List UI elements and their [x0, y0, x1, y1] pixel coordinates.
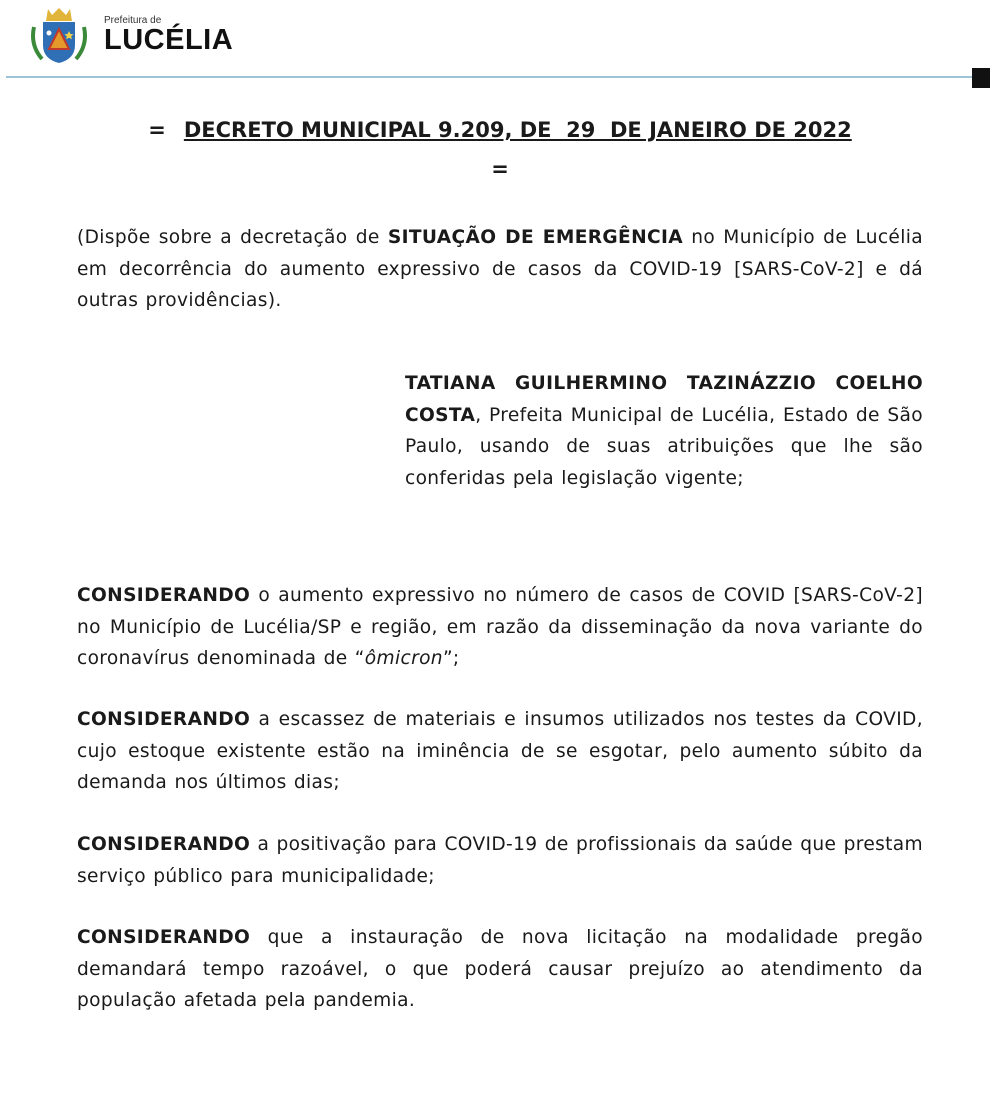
considerando-3: CONSIDERANDO a positivação para COVID-19 de profissionais da saúde que prestam serviço público para municipalidade; — [77, 834, 923, 887]
decree-summary: (Dispõe sobre a decretação de SITUAÇÃO DE EMERGÊNCIA no Município de Lucélia em decorrência do aumento expressivo de casos da COVID-19 [SARS-CoV-2] e dá outras providências). — [77, 227, 923, 311]
decree-title-suffix: = — [491, 157, 509, 181]
brand-name: LUCÉLIA — [104, 23, 234, 56]
signatory-name: TATIANA GUILHERMINO TAZINÁZZIO COELHO COSTA — [405, 373, 923, 426]
header-divider — [6, 76, 972, 78]
decree-title-text: DECRETO MUNICIPAL 9.209, DE 29 DE JANEIRO DE 2022 — [183, 118, 852, 142]
signatory-paragraph: TATIANA GUILHERMINO TAZINÁZZIO COELHO COSTA, Prefeita Municipal de Lucélia, Estado de São Paulo, usando de suas atribuições que lhe são conferidas pela legislação vigente; — [405, 373, 923, 489]
decree-title: = DECRETO MUNICIPAL 9.209, DE 29 DE JANEIRO DE 2022 — [148, 118, 852, 142]
municipal-crest-logo — [28, 5, 90, 65]
considerando-4: CONSIDERANDO que a instauração de nova licitação na modalidade pregão demandará tempo razoável, o que poderá causar prejuízo ao atendimento da população afetada pela pandemia. — [77, 927, 923, 1011]
considerando-1: CONSIDERANDO o aumento expressivo no número de casos de COVID [SARS-CoV-2] no Município de Lucélia/SP e região, em razão da disseminação da nova variante do coronavírus denominada de “ômicron”; — [77, 585, 923, 669]
considerando-2: CONSIDERANDO a escassez de materiais e insumos utilizados nos testes da COVID, cujo estoque existente estão na iminência de se esgotar, pelo aumento súbito da demanda nos últimos dias; — [77, 709, 923, 793]
header-marker — [972, 68, 990, 88]
letterhead — [28, 4, 233, 66]
brand-prefix: Prefeitura de — [104, 14, 162, 26]
